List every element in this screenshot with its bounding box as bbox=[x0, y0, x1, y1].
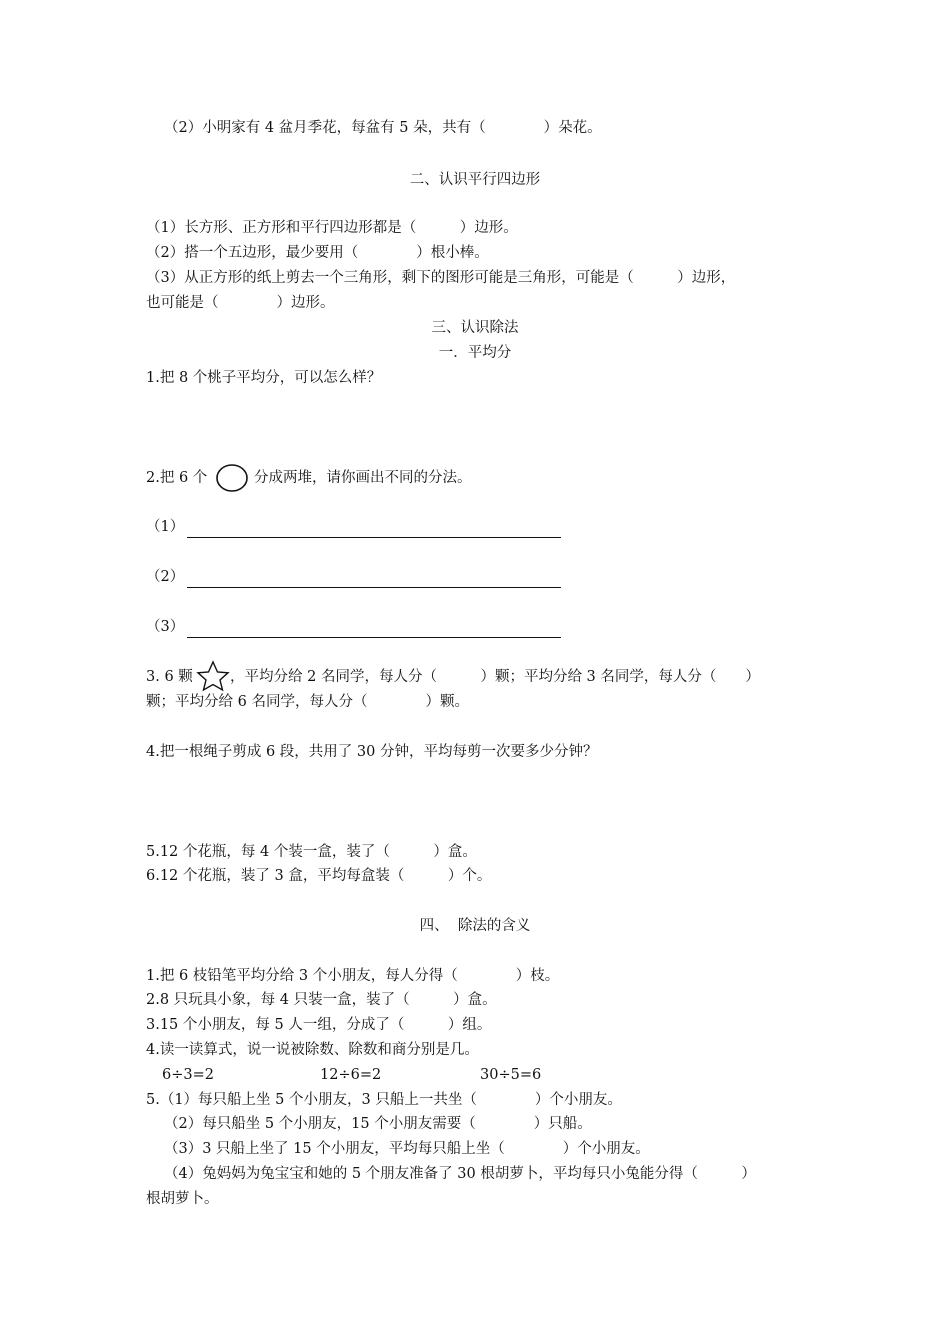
question-pentagon-sticks: （2）搭一个五边形，最少要用（ ）根小棒。 bbox=[146, 245, 489, 261]
question-pencils: 1.把 6 枝铅笔平均分给 3 个小朋友，每人分得（ ）枝。 bbox=[146, 968, 560, 984]
question-circles-a: 2.把 6 个 bbox=[146, 470, 208, 486]
answer-line-3[interactable] bbox=[187, 637, 561, 638]
equation-2: 12÷6=2 bbox=[320, 1067, 382, 1083]
blank-label-3: （3） bbox=[146, 619, 185, 635]
question-circles-b: 分成两堆，请你画出不同的分法。 bbox=[254, 470, 472, 486]
section-title-division: 三、认识除法 bbox=[431, 320, 519, 336]
question-vases-per-box: 6.12 个花瓶，装了 3 盒，平均每盒装（ ）个。 bbox=[146, 868, 492, 884]
question-read-equations: 4.读一读算式，说一说被除数、除数和商分别是几。 bbox=[146, 1042, 479, 1058]
question-boats-3: （3）3 只船上坐了 15 个小朋友，平均每只船上坐（ ）个小朋友。 bbox=[164, 1141, 650, 1157]
question-cut-square-line2: 也可能是（ ）边形。 bbox=[146, 295, 335, 311]
answer-line-1[interactable] bbox=[187, 537, 561, 538]
question-toy-elephants: 2.8 只玩具小象，每 4 只装一盒，装了（ ）盒。 bbox=[146, 992, 497, 1008]
question-carrots-line2: 根胡萝卜。 bbox=[146, 1191, 219, 1207]
question-groups: 3.15 个小朋友，每 5 人一组，分成了（ ）组。 bbox=[146, 1017, 492, 1033]
subsection-title-average: 一．平均分 bbox=[438, 345, 512, 361]
circle-icon bbox=[215, 463, 249, 493]
question-boats-1: 5.（1）每只船上坐 5 个小朋友，3 只船上一共坐（ ）个小朋友。 bbox=[146, 1092, 622, 1108]
equation-3: 30÷5=6 bbox=[480, 1067, 542, 1083]
answer-line-2[interactable] bbox=[187, 587, 561, 588]
question-carrots-line1: （4）兔妈妈为兔宝宝和她的 5 个朋友准备了 30 根胡萝卜，平均每只小兔能分得（ ） bbox=[164, 1166, 756, 1182]
equation-1: 6÷3=2 bbox=[162, 1067, 214, 1083]
section-title-parallelogram: 二、认识平行四边形 bbox=[409, 172, 541, 188]
question-peaches: 1.把 8 个桃子平均分，可以怎么样？ bbox=[146, 370, 382, 386]
question-cut-square-line1: （3）从正方形的纸上剪去一个三角形，剩下的图形可能是三角形，可能是（ ）边形， bbox=[146, 270, 736, 286]
question-boats-2: （2）每只船坐 5 个小朋友，15 个小朋友需要（ ）只船。 bbox=[164, 1116, 592, 1132]
blank-label-2: （2） bbox=[146, 569, 185, 585]
star-icon bbox=[195, 660, 231, 692]
question-stars-line2: 颗；平均分给 6 名同学，每人分（ ）颗。 bbox=[146, 694, 469, 710]
question-polygon-type: （1）长方形、正方形和平行四边形都是（ ）边形。 bbox=[146, 220, 518, 236]
question-stars-b: ，平均分给 2 名同学，每人分（ ）颗；平均分给 3 名同学，每人分（ ） bbox=[230, 669, 760, 685]
question-rope: 4.把一根绳子剪成 6 段，共用了 30 分钟，平均每剪一次要多少分钟？ bbox=[146, 744, 598, 760]
section-title-division-meaning: 四、 除法的含义 bbox=[419, 918, 531, 934]
blank-label-1: （1） bbox=[146, 519, 185, 535]
question-flowers: （2）小明家有 4 盆月季花，每盆有 5 朵，共有（ ）朵花。 bbox=[164, 120, 602, 136]
question-stars-a: 3. 6 颗 bbox=[146, 669, 193, 685]
question-vases-boxes: 5.12 个花瓶，每 4 个装一盒，装了（ ）盒。 bbox=[146, 844, 477, 860]
